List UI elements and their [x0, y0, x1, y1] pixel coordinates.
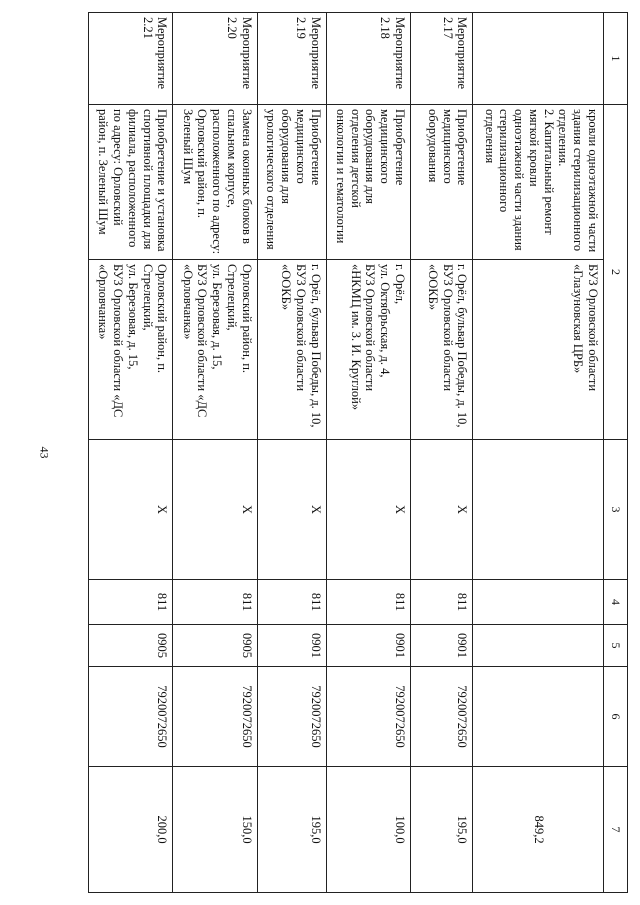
col4-cell: 811 [89, 580, 173, 625]
budget-table [88, 12, 628, 892]
col4-cell: 811 [326, 580, 410, 625]
event-cell: Мероприятие 2.21 [89, 13, 173, 105]
header-col-5: 5 [604, 625, 628, 667]
event-cell: Мероприятие 2.18 [326, 13, 410, 105]
amount-cell: 100,0 [326, 767, 410, 893]
empty-cell [473, 580, 604, 625]
empty-cell [473, 440, 604, 580]
col6-cell: 7920072650 [410, 667, 473, 767]
event-cell: Мероприятие 2.20 [173, 13, 257, 105]
address-cell: Орловский район, п. Стрелецкий, ул. Березовая, д. 15, БУЗ Орловской области «ДС «Орловчанка» [89, 260, 173, 440]
col5-cell: 0901 [326, 625, 410, 667]
event-description: кровли одноэтажной части здания стерилизационного отделения. 2. Капитальный ремонт мягкой кровли одноэтажной части здания стерилизационного отделения [473, 105, 604, 260]
header-col-1: 1 [604, 13, 628, 105]
col4-cell: 811 [173, 580, 257, 625]
event-description: Приобретение и установка спортивной площадки для филиала, расположенного по адресу: Орловский район, п. Зеленый Шум [89, 105, 173, 260]
event-description: Приобретение медицинского оборудования для урологического отделения [257, 105, 326, 260]
col4-cell: 811 [257, 580, 326, 625]
col6-cell: 7920072650 [173, 667, 257, 767]
address-cell: г. Орёл, бульвар Победы, д. 10, БУЗ Орловской области «ООКБ» [410, 260, 473, 440]
header-row [604, 13, 628, 893]
col3-cell: Х [326, 440, 410, 580]
header-col-2: 2 [604, 105, 628, 440]
col3-cell: Х [173, 440, 257, 580]
col6-cell: 7920072650 [89, 667, 173, 767]
event-description: Приобретение медицинского оборудования для отделения детской онкологии и гематологии [326, 105, 410, 260]
col3-cell: Х [410, 440, 473, 580]
event-cell: Мероприятие 2.17 [410, 13, 473, 105]
table-row [326, 13, 410, 893]
amount-cell: 195,0 [410, 767, 473, 893]
table-row [257, 13, 326, 893]
col5-cell: 0905 [89, 625, 173, 667]
amount-cell: 195,0 [257, 767, 326, 893]
event-description: Приобретение медицинского оборудования [410, 105, 473, 260]
table-row [410, 13, 473, 893]
table-row [473, 13, 604, 893]
col5-cell: 0901 [410, 625, 473, 667]
col4-cell: 811 [410, 580, 473, 625]
col6-cell: 7920072650 [326, 667, 410, 767]
table-row [89, 13, 173, 893]
col3-cell: Х [89, 440, 173, 580]
col3-cell: Х [257, 440, 326, 580]
col5-cell: 0901 [257, 625, 326, 667]
event-cell [473, 13, 604, 105]
col6-cell: 7920072650 [257, 667, 326, 767]
amount-cell: 849,2 [473, 767, 604, 893]
address-cell: г. Орёл, ул. Октябрьская, д. 4, БУЗ Орловской области «НКМЦ им. З. И. Круглой» [326, 260, 410, 440]
header-col-4: 4 [604, 580, 628, 625]
address-cell: Орловский район, п. Стрелецкий, ул. Березовая, д. 15, БУЗ Орловской области «ДС «Орловчанка» [173, 260, 257, 440]
event-cell: Мероприятие 2.19 [257, 13, 326, 105]
amount-cell: 150,0 [173, 767, 257, 893]
event-description: Замена оконных блоков в спальном корпусе, расположенного по адресу: Орловский район, п. Зеленый Шум [173, 105, 257, 260]
amount-cell: 200,0 [89, 767, 173, 893]
empty-cell [473, 667, 604, 767]
empty-cell [473, 625, 604, 667]
col5-cell: 0905 [173, 625, 257, 667]
header-col-3: 3 [604, 440, 628, 580]
table-row [173, 13, 257, 893]
institution-cell: БУЗ Орловской области «Глазуновская ЦРБ» [473, 260, 604, 440]
page-number: 43 [37, 446, 52, 459]
header-col-7: 7 [604, 767, 628, 893]
header-col-6: 6 [604, 667, 628, 767]
address-cell: г. Орёл, бульвар Победы, д. 10, БУЗ Орловской области «ООКБ» [257, 260, 326, 440]
